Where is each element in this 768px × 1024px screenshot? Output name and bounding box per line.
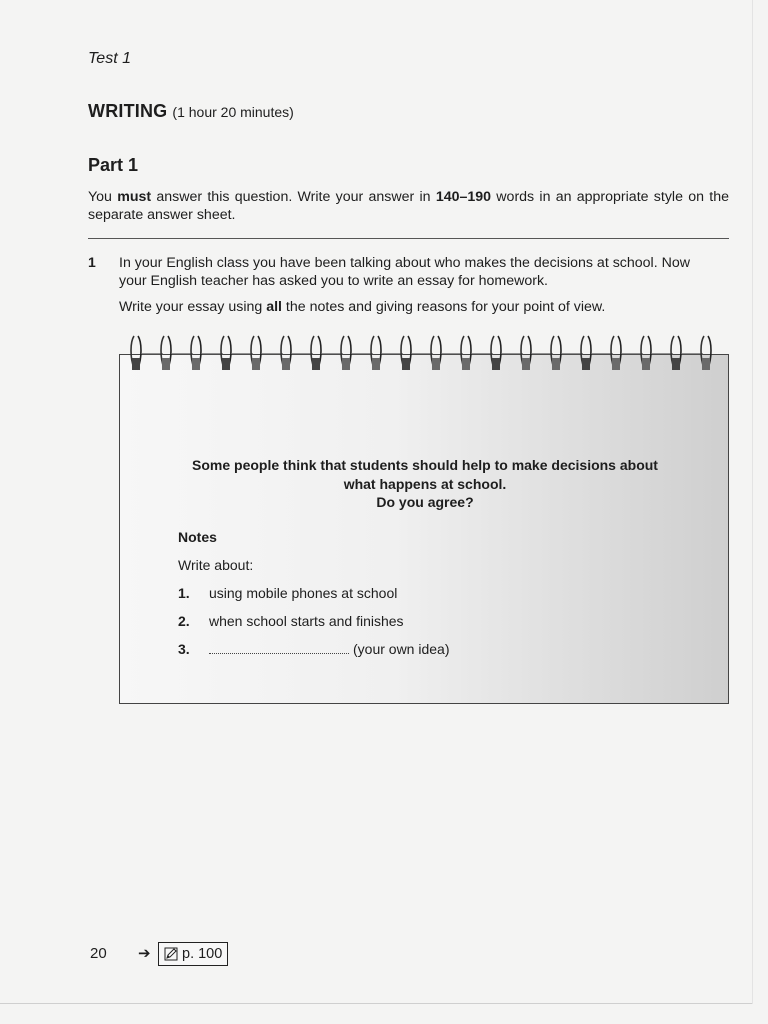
question-instruction: [119, 299, 605, 315]
spiral-ring: [682, 336, 711, 370]
spiral-ring: [412, 336, 441, 370]
spiral-ring: [292, 336, 321, 370]
spiral-ring: [562, 336, 591, 370]
page-edge-bottom: [0, 1003, 752, 1004]
prompt-line: Do you agree?: [376, 494, 474, 510]
part-instructions: [88, 188, 729, 224]
spiral-ring: [472, 336, 501, 370]
qi-text-1: Write your essay using: [119, 299, 267, 315]
pencil-icon: [164, 947, 178, 961]
note-number: 3.: [178, 641, 190, 657]
spiral-ring: [502, 336, 531, 370]
section-duration: (1 hour 20 minutes): [172, 104, 294, 120]
spiral-ring: [532, 336, 561, 370]
note-item: [178, 641, 658, 657]
spiral-ring: [382, 336, 411, 370]
spiral-ring: [442, 336, 471, 370]
note-number: 2.: [178, 613, 190, 629]
note-text: when school starts and finishes: [209, 613, 404, 629]
running-head: Test 1: [88, 50, 131, 67]
note-text: using mobile phones at school: [209, 585, 398, 601]
page-number: 20: [90, 945, 107, 962]
section-title: WRITING: [88, 101, 168, 121]
note-item: [178, 585, 658, 601]
instr-text-1: You: [88, 189, 118, 205]
question-text: In your English class you have been talking about who makes the decisions at school. Now your English teacher has asked you to write an essay for homework.: [119, 255, 690, 289]
instr-must: must: [117, 189, 152, 205]
qi-text-2: the notes and giving reasons for your point of view.: [281, 299, 606, 315]
spiral-ring: [142, 336, 171, 370]
notes-title: Notes: [178, 529, 217, 545]
divider-rule: [88, 238, 729, 239]
spiral-ring: [622, 336, 651, 370]
instr-text-3: words in an appropriate style on the separate answer sheet.: [88, 189, 729, 223]
prompt-line: what happens at school.: [343, 475, 507, 492]
spiral-ring: [172, 336, 201, 370]
reference-text: p. 100: [182, 946, 223, 962]
arrow-right-icon: ➔: [138, 945, 151, 962]
spiral-ring: [652, 336, 681, 370]
spiral-ring: [322, 336, 351, 370]
essay-prompt: [160, 456, 690, 512]
question-number: 1: [88, 254, 96, 270]
answer-sheet-reference: [158, 942, 228, 966]
spiral-ring: [202, 336, 231, 370]
write-about-label: Write about:: [178, 557, 254, 573]
spiral-ring: [131, 336, 141, 370]
instr-text-2: answer this question. Write your answer in: [151, 189, 436, 205]
spiral-ring: [232, 336, 261, 370]
note-number: 1.: [178, 585, 190, 601]
note-text: (your own idea): [353, 641, 450, 657]
note-item: [178, 613, 658, 629]
page-edge-right: [752, 0, 753, 1004]
section-heading: [88, 101, 294, 122]
part-title: Part 1: [88, 155, 139, 175]
spiral-ring: [262, 336, 291, 370]
spiral-ring: [592, 336, 621, 370]
spiral-ring: [352, 336, 381, 370]
own-idea-blank: [209, 641, 349, 654]
instr-word-count: 140–190: [435, 189, 492, 205]
qi-all: all: [266, 299, 282, 315]
spiral-binding: [120, 330, 728, 374]
prompt-line: Some people think that students should help to make decisions about: [192, 457, 658, 473]
